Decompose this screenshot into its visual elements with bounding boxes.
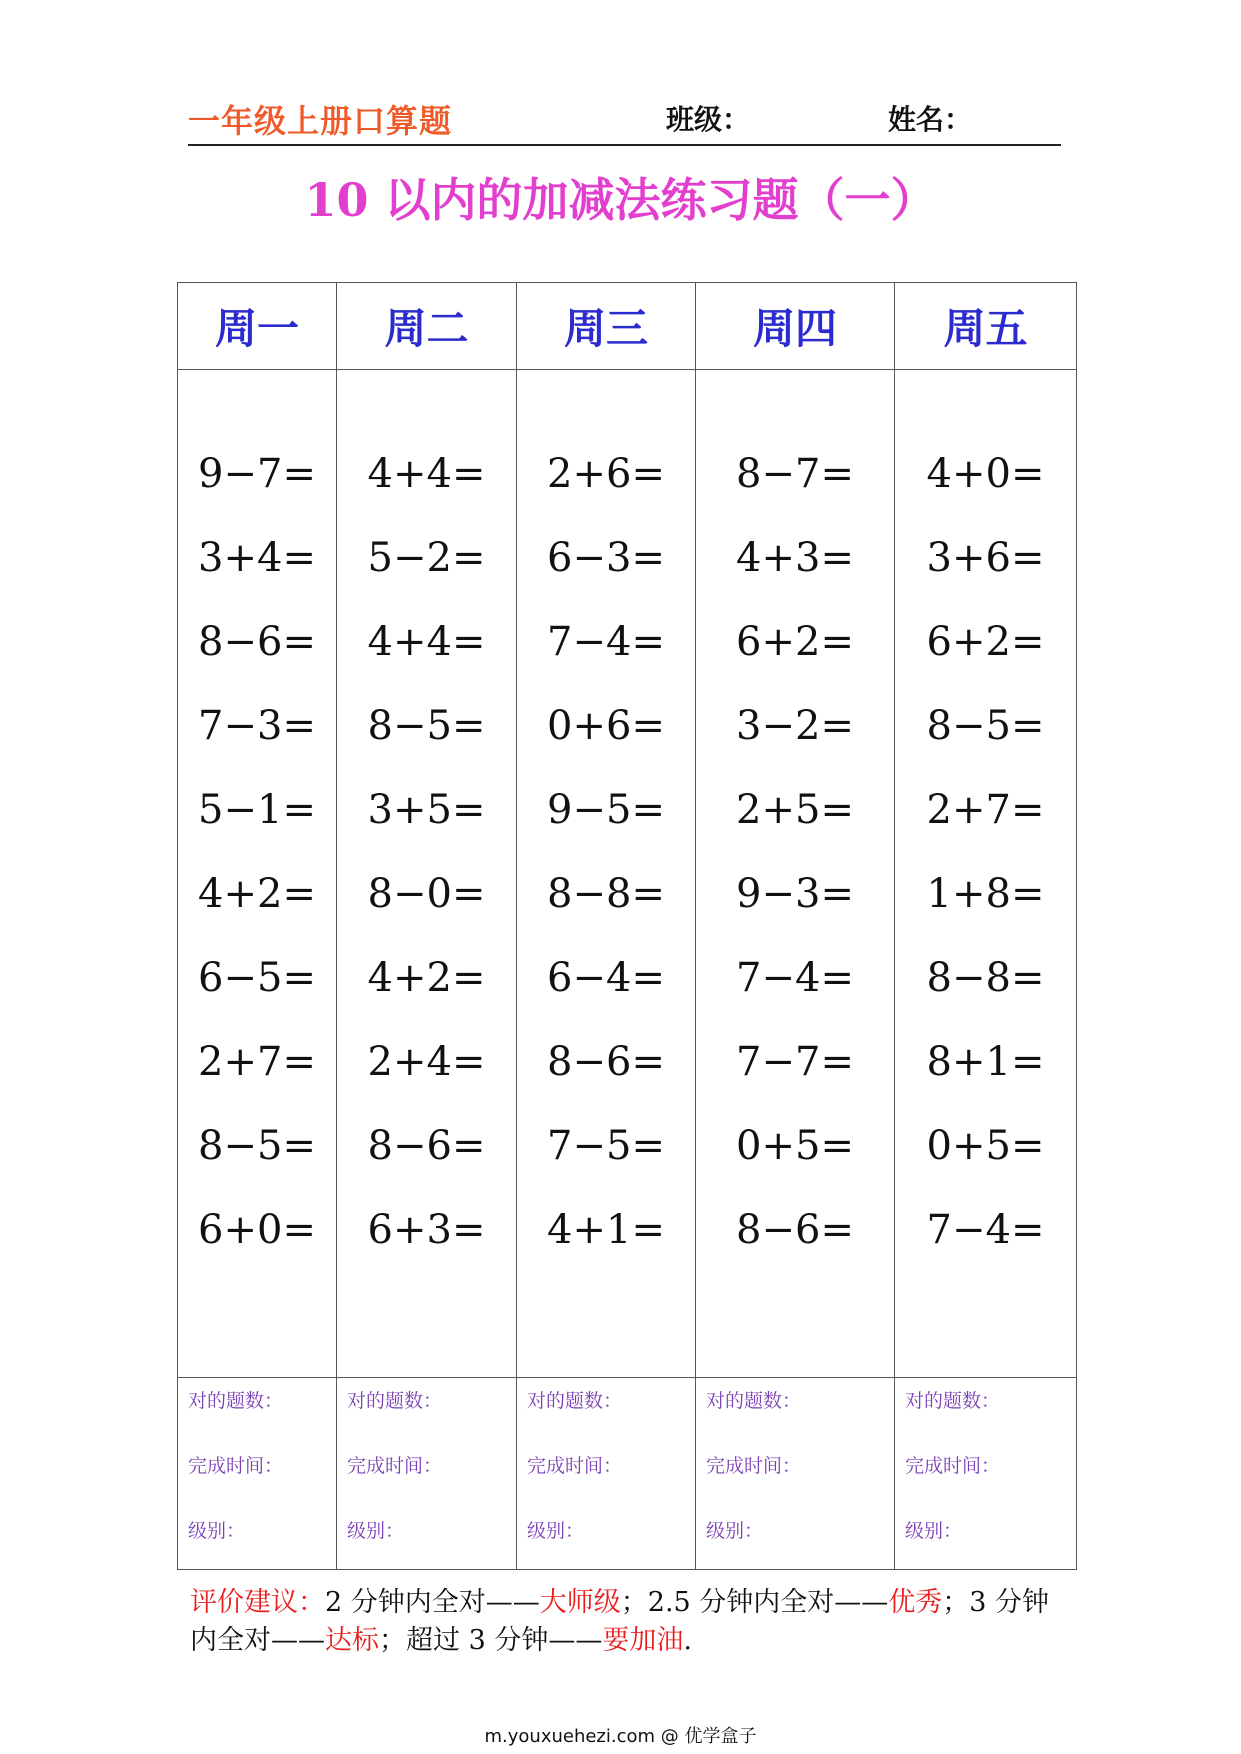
rating-master: 大师级	[539, 1587, 621, 1618]
problem: 2+6=	[547, 451, 665, 497]
correct-count-label: 对的题数：	[527, 1390, 623, 1412]
evaluation-advice	[190, 1584, 1062, 1660]
problem: 0+5=	[736, 1123, 854, 1169]
day-header-row	[178, 283, 1077, 370]
problem: 4+0=	[926, 451, 1045, 497]
name-field-label: 姓名：	[888, 103, 973, 136]
problem: 7−7=	[736, 1039, 854, 1085]
problem: 5−1=	[198, 787, 316, 833]
evaluation-text: .	[683, 1625, 692, 1656]
problem: 8−0=	[367, 871, 486, 917]
problem: 8+1=	[926, 1039, 1045, 1085]
evaluation-text: ；3 分钟内全对——	[190, 1587, 1050, 1656]
evaluation-label: 评价建议：	[190, 1587, 325, 1618]
completion-time-label: 完成时间：	[188, 1455, 284, 1477]
problem: 5−2=	[367, 535, 486, 581]
problem: 8−5=	[926, 703, 1045, 749]
stats-cell-mon	[178, 1378, 337, 1570]
problem: 2+7=	[198, 1039, 316, 1085]
problem: 8−6=	[547, 1039, 665, 1085]
problem: 1+8=	[926, 871, 1045, 917]
day-header-mon: 周一	[178, 283, 337, 370]
problem: 7−5=	[547, 1123, 665, 1169]
problem: 0+5=	[926, 1123, 1045, 1169]
problem: 9−7=	[198, 451, 316, 497]
problem: 3+5=	[367, 787, 486, 833]
level-label: 级别：	[347, 1520, 405, 1542]
problem: 8−8=	[926, 955, 1045, 1001]
problem: 8−5=	[198, 1123, 316, 1169]
problem: 2+5=	[736, 787, 854, 833]
problem: 4+3=	[736, 535, 854, 581]
stats-cell-fri	[895, 1378, 1077, 1570]
rating-pass: 达标	[325, 1625, 379, 1656]
correct-count-label: 对的题数：	[347, 1390, 443, 1412]
day-header-tue: 周二	[337, 283, 517, 370]
problem: 9−3=	[736, 871, 854, 917]
problem: 6−5=	[198, 955, 316, 1001]
evaluation-text: 2 分钟内全对——	[325, 1587, 540, 1618]
problem: 6+0=	[198, 1207, 316, 1253]
problem: 8−8=	[547, 871, 665, 917]
day-header-thu: 周四	[696, 283, 895, 370]
problem: 6−3=	[547, 535, 665, 581]
problem: 6+2=	[926, 619, 1045, 665]
correct-count-label: 对的题数：	[905, 1390, 1001, 1412]
source-watermark: m.youxuehezi.com @ 优学盒子	[484, 1726, 757, 1747]
problem: 4+2=	[198, 871, 316, 917]
evaluation-text: ；2.5 分钟内全对——	[620, 1587, 889, 1618]
problem: 0+6=	[547, 703, 665, 749]
problem: 6+2=	[736, 619, 854, 665]
problem: 9−5=	[547, 787, 665, 833]
problem: 7−4=	[547, 619, 665, 665]
level-label: 级别：	[706, 1520, 764, 1542]
subject-label: 一年级上册口算题	[188, 102, 453, 140]
problem: 8−5=	[367, 703, 486, 749]
problem: 4+4=	[367, 451, 486, 497]
problem: 2+4=	[367, 1039, 486, 1085]
level-label: 级别：	[905, 1520, 963, 1542]
problems-column-mon	[178, 370, 337, 1378]
evaluation-text: ；超过 3 分钟——	[379, 1625, 603, 1656]
problems-column-fri	[895, 370, 1077, 1378]
problem: 6+3=	[367, 1207, 486, 1253]
day-header-fri: 周五	[895, 283, 1077, 370]
exercise-table	[177, 282, 1077, 1570]
problem: 7−4=	[736, 955, 854, 1001]
problem: 4+2=	[367, 955, 486, 1001]
problem: 7−3=	[198, 703, 316, 749]
day-header-wed: 周三	[517, 283, 696, 370]
problems-column-tue	[337, 370, 517, 1378]
class-field-label: 班级：	[666, 103, 751, 136]
problem: 4+1=	[547, 1207, 665, 1253]
stats-cell-tue	[337, 1378, 517, 1570]
problem: 3−2=	[736, 703, 854, 749]
correct-count-label: 对的题数：	[706, 1390, 802, 1412]
level-label: 级别：	[527, 1520, 585, 1542]
stats-cell-thu	[696, 1378, 895, 1570]
problem: 6−4=	[547, 955, 665, 1001]
rating-excellent: 优秀	[888, 1587, 943, 1618]
problem: 8−7=	[736, 451, 854, 497]
problem: 3+6=	[926, 535, 1045, 581]
problems-column-wed	[517, 370, 696, 1378]
completion-time-label: 完成时间：	[706, 1455, 802, 1477]
problem: 8−6=	[736, 1207, 854, 1253]
completion-time-label: 完成时间：	[527, 1455, 623, 1477]
correct-count-label: 对的题数：	[188, 1390, 284, 1412]
problem: 7−4=	[926, 1207, 1045, 1253]
problems-row	[178, 370, 1077, 1378]
problem: 8−6=	[367, 1123, 486, 1169]
problem: 2+7=	[926, 787, 1045, 833]
problem: 4+4=	[367, 619, 486, 665]
problems-column-thu	[696, 370, 895, 1378]
problem: 3+4=	[198, 535, 316, 581]
worksheet-title: 10 以内的加减法练习题（一）	[304, 173, 937, 227]
stats-row	[178, 1378, 1077, 1570]
completion-time-label: 完成时间：	[905, 1455, 1001, 1477]
worksheet-header	[188, 92, 1061, 146]
level-label: 级别：	[188, 1520, 246, 1542]
rating-keep-trying: 要加油	[602, 1625, 684, 1656]
stats-cell-wed	[517, 1378, 696, 1570]
completion-time-label: 完成时间：	[347, 1455, 443, 1477]
problem: 8−6=	[198, 619, 316, 665]
